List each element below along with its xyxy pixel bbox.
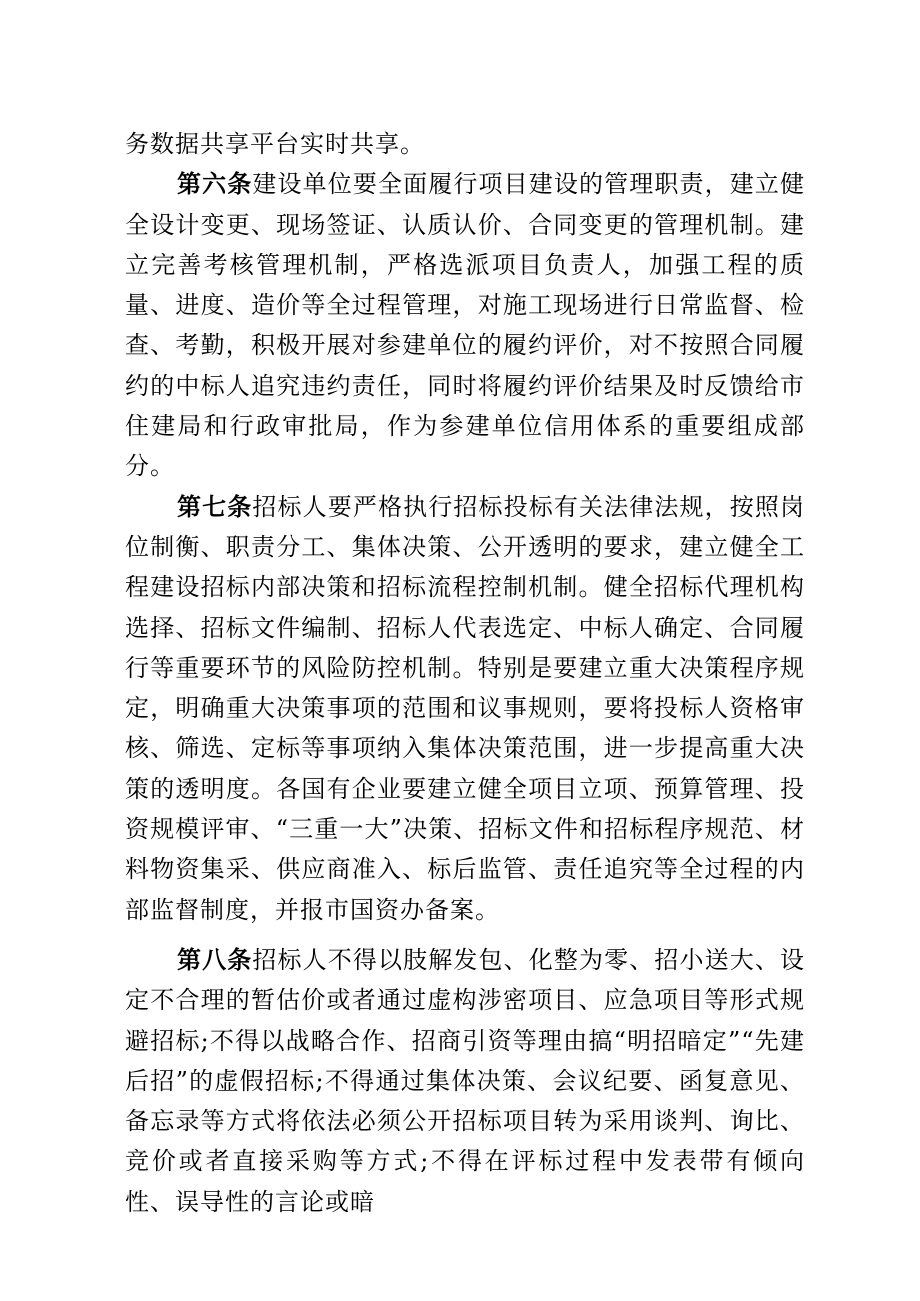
document-body (125, 124, 805, 1222)
paragraph-text: 招标人不得以肢解发包、化整为零、招小送大、设定不合理的暂估价或者通过虚构涉密项目、应急项目等形式规避招标;不得以战略合作、招商引资等理由搞“明招暗定”“先建后招”的虚假招标;不得通过集体决策、会议纪要、函复意见、备忘录等方式将依法必须公开招标项目转为采用谈判、询比、竞价或者直接采购等方式;不得在评标过程中发表带有倾向性、误导性的言论或暗 (125, 945, 805, 1216)
article-heading: 第七条 (177, 492, 253, 521)
paragraph-continuation (125, 124, 805, 164)
paragraph-text: 招标人要严格执行招标投标有关法律法规，按照岗位制衡、职责分工、集体决策、公开透明的要求，建立健全工程建设招标内部决策和招标流程控制机制。健全招标代理机构选择、招标文件编制、招标人代表选定、中标人确定、合同履行等重要环节的风险防控机制。特别是要建立重大决策程序规定，明确重大决策事项的范围和议事规则，要将投标人资格审核、筛选、定标等事项纳入集体决策范围，进一步提高重大决策的透明度。各国有企业要建立健全项目立项、预算管理、投资规模评审、“三重一大”决策、招标文件和招标程序规范、材料物资集采、供应商准入、标后监管、责任追究等全过程的内部监督制度，并报市国资办备案。 (125, 492, 805, 924)
article-heading: 第八条 (177, 945, 253, 974)
paragraph-text: 建设单位要全面履行项目建设的管理职责，建立健全设计变更、现场签证、认质认价、合同变更的管理机制。建立完善考核管理机制，严格选派项目负责人，加强工程的质量、进度、造价等全过程管理，对施工现场进行日常监督、检查、考勤，积极开展对参建单位的履约评价，对不按照合同履约的中标人追究违约责任，同时将履约评价结果及时反馈给市住建局和行政审批局，作为参建单位信用体系的重要组成部分。 (125, 170, 805, 481)
paragraph-article-7 (125, 487, 805, 930)
paragraph-text: 务数据共享平台实时共享。 (125, 130, 425, 158)
paragraph-article-6 (125, 164, 805, 486)
article-heading: 第六条 (177, 170, 253, 199)
paragraph-article-8 (125, 940, 805, 1222)
